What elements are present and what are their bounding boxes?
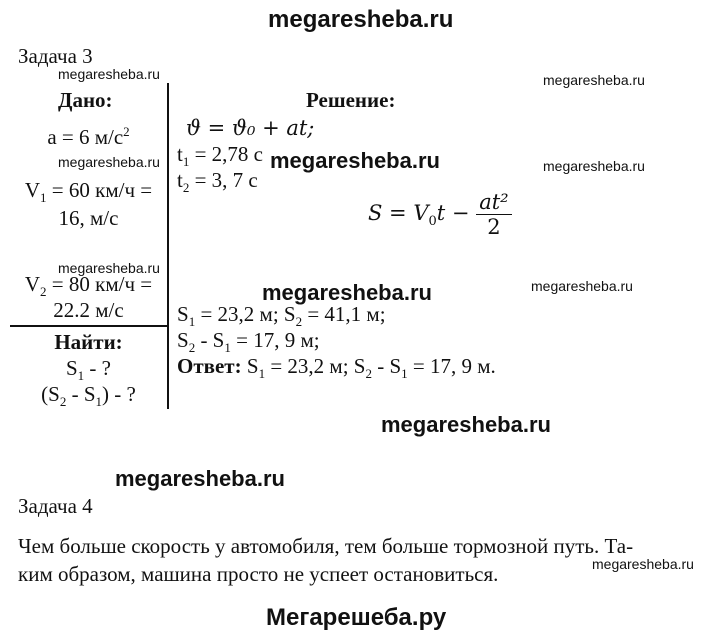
find-s1: $S_1$ - ? bbox=[65, 356, 111, 384]
find-label: Найти: bbox=[54, 330, 123, 354]
formula-distance: $S = V_0t$ − $\frac{\text{at²}}{2}$ bbox=[368, 190, 512, 239]
solution-label: Решение: bbox=[306, 88, 396, 112]
given-label: Дано: bbox=[58, 88, 113, 112]
time-t1: $t_1 = 2,78$ с bbox=[177, 142, 264, 170]
formula-fraction: $\frac{\text{at²}}{2}$ bbox=[476, 190, 511, 239]
table-horizontal-divider bbox=[10, 325, 169, 327]
given-v2-ms: 22.2 м/с bbox=[53, 298, 124, 322]
given-v1: $V_1 = 60$ км/ч = bbox=[24, 178, 153, 206]
watermark-small: megaresheba.ru bbox=[592, 556, 694, 572]
footer-title: Мегарешеба.ру bbox=[266, 604, 447, 631]
watermark-big: megaresheba.ru bbox=[115, 466, 285, 491]
task4-heading: Задача 4 bbox=[18, 494, 93, 518]
watermark-small: megaresheba.ru bbox=[58, 260, 160, 276]
watermark-small: megaresheba.ru bbox=[58, 66, 160, 82]
watermark-small: megaresheba.ru bbox=[543, 158, 645, 174]
task3-heading: Задача 3 bbox=[18, 44, 93, 68]
watermark-big: megaresheba.ru bbox=[262, 280, 432, 305]
watermark-big: megaresheba.ru bbox=[270, 148, 440, 173]
task4-text-line-2: ким образом, машина просто не успеет остановиться. bbox=[18, 562, 499, 586]
result-line-1: $S_1 = 23,2$ м; $S_2 = 41,1$ м; bbox=[177, 302, 386, 330]
site-title: megaresheba.ru bbox=[268, 6, 454, 33]
watermark-small: megaresheba.ru bbox=[531, 278, 633, 294]
given-v2: $V_2 = 80$ км/ч = bbox=[24, 272, 153, 300]
find-s2-minus-s1: $(S_2 - S_1)$ - ? bbox=[41, 382, 136, 410]
given-v1-ms: 16, м/с bbox=[58, 206, 119, 230]
time-t2: $t_2 = 3$, 7 с bbox=[177, 168, 258, 196]
watermark-small: megaresheba.ru bbox=[543, 72, 645, 88]
watermark-big: megaresheba.ru bbox=[381, 412, 551, 437]
task4-text-line-1: Чем больше скорость у автомобиля, тем больше тормозной путь. Та- bbox=[18, 534, 634, 558]
answer-line: Ответ: $S_1 = 23,2$ м; $S_2 - S_1 = 17$, 9 м. bbox=[177, 354, 496, 382]
table-vertical-divider bbox=[167, 83, 169, 409]
formula-velocity: ϑ = ϑ₀ + at; bbox=[186, 116, 315, 140]
given-acceleration: a = 6 $м/с^2$ bbox=[47, 124, 130, 149]
result-line-2: $S_2 - S_1 = 17$, 9 м; bbox=[177, 328, 320, 356]
watermark-small: megaresheba.ru bbox=[58, 154, 160, 170]
